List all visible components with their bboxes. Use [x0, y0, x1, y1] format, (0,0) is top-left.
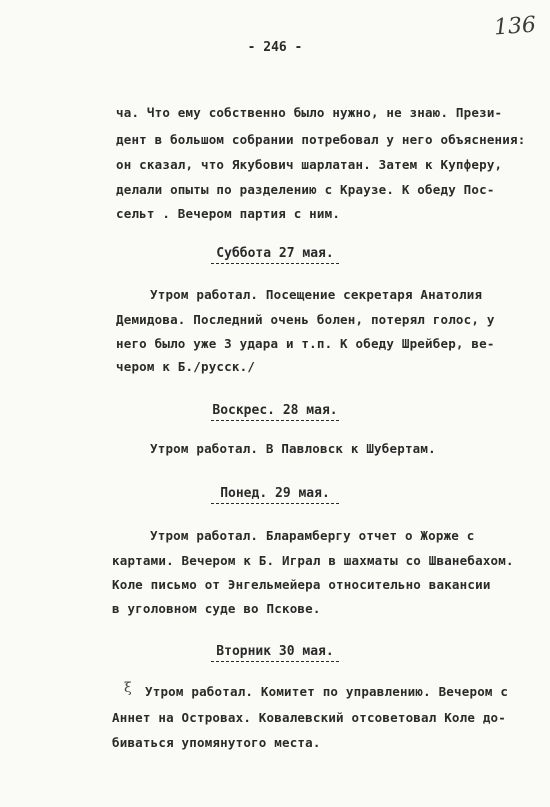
heading-underline — [211, 420, 339, 421]
heading-underline — [211, 263, 339, 264]
text-line: делали опыты по разделению с Краузе. К обеду Пос- — [116, 182, 495, 197]
text-line: Аннет на Островах. Ковалевский отсоветовал Коле до- — [112, 710, 507, 725]
handwritten-margin-mark: ξ — [124, 680, 132, 696]
text-line: Утром работал. Бларамбергу отчет о Жорже с — [150, 528, 475, 543]
text-line: биваться упомянутого места. — [112, 735, 321, 750]
text-line: дент в большом собрании потребовал у него объяснения: — [116, 132, 526, 147]
entry-heading — [0, 403, 550, 421]
text-line: он сказал, что Якубович шарлатан. Затем к Купферу, — [116, 157, 503, 172]
text-line: ча. Что ему собственно было нужно, не знаю. Прези- — [116, 105, 503, 120]
text-line: Утром работал. В Павловск к Шубертам. — [150, 441, 436, 456]
text-line: Утром работал. Комитет по управлению. Вечером с — [145, 684, 509, 699]
entry-heading — [0, 486, 550, 504]
text-line: картами. Вечером к Б. Играл в шахматы со Шванебахом. — [112, 553, 514, 568]
text-line: Коле письмо от Энгельмейера относительно вакансии — [112, 577, 491, 592]
entry-heading — [0, 246, 550, 264]
text-line: в уголовном суде во Пскове. — [112, 601, 321, 616]
text-line: него было уже 3 удара и т.п. К обеду Шрейбер, ве- — [116, 336, 495, 351]
entry-heading-text: Суббота 27 мая. — [216, 246, 334, 261]
entry-heading-text: Воскрес. 28 мая. — [212, 403, 338, 418]
heading-underline — [211, 503, 339, 504]
page-number: - 246 - — [247, 40, 303, 55]
text-line: сельт . Вечером партия с ним. — [116, 206, 341, 221]
entry-heading-text: Вторник 30 мая. — [216, 644, 334, 659]
text-line: Утром работал. Посещение секретаря Анатолия — [150, 287, 483, 302]
text-line: чером к Б./русск./ — [116, 359, 256, 374]
heading-underline — [211, 661, 339, 662]
text-line: Демидова. Последний очень болен, потерял голос, у — [116, 312, 495, 327]
entry-heading-text: Понед. 29 мая. — [220, 486, 330, 501]
entry-heading — [0, 644, 550, 662]
archive-page-number: 136 — [493, 12, 537, 41]
